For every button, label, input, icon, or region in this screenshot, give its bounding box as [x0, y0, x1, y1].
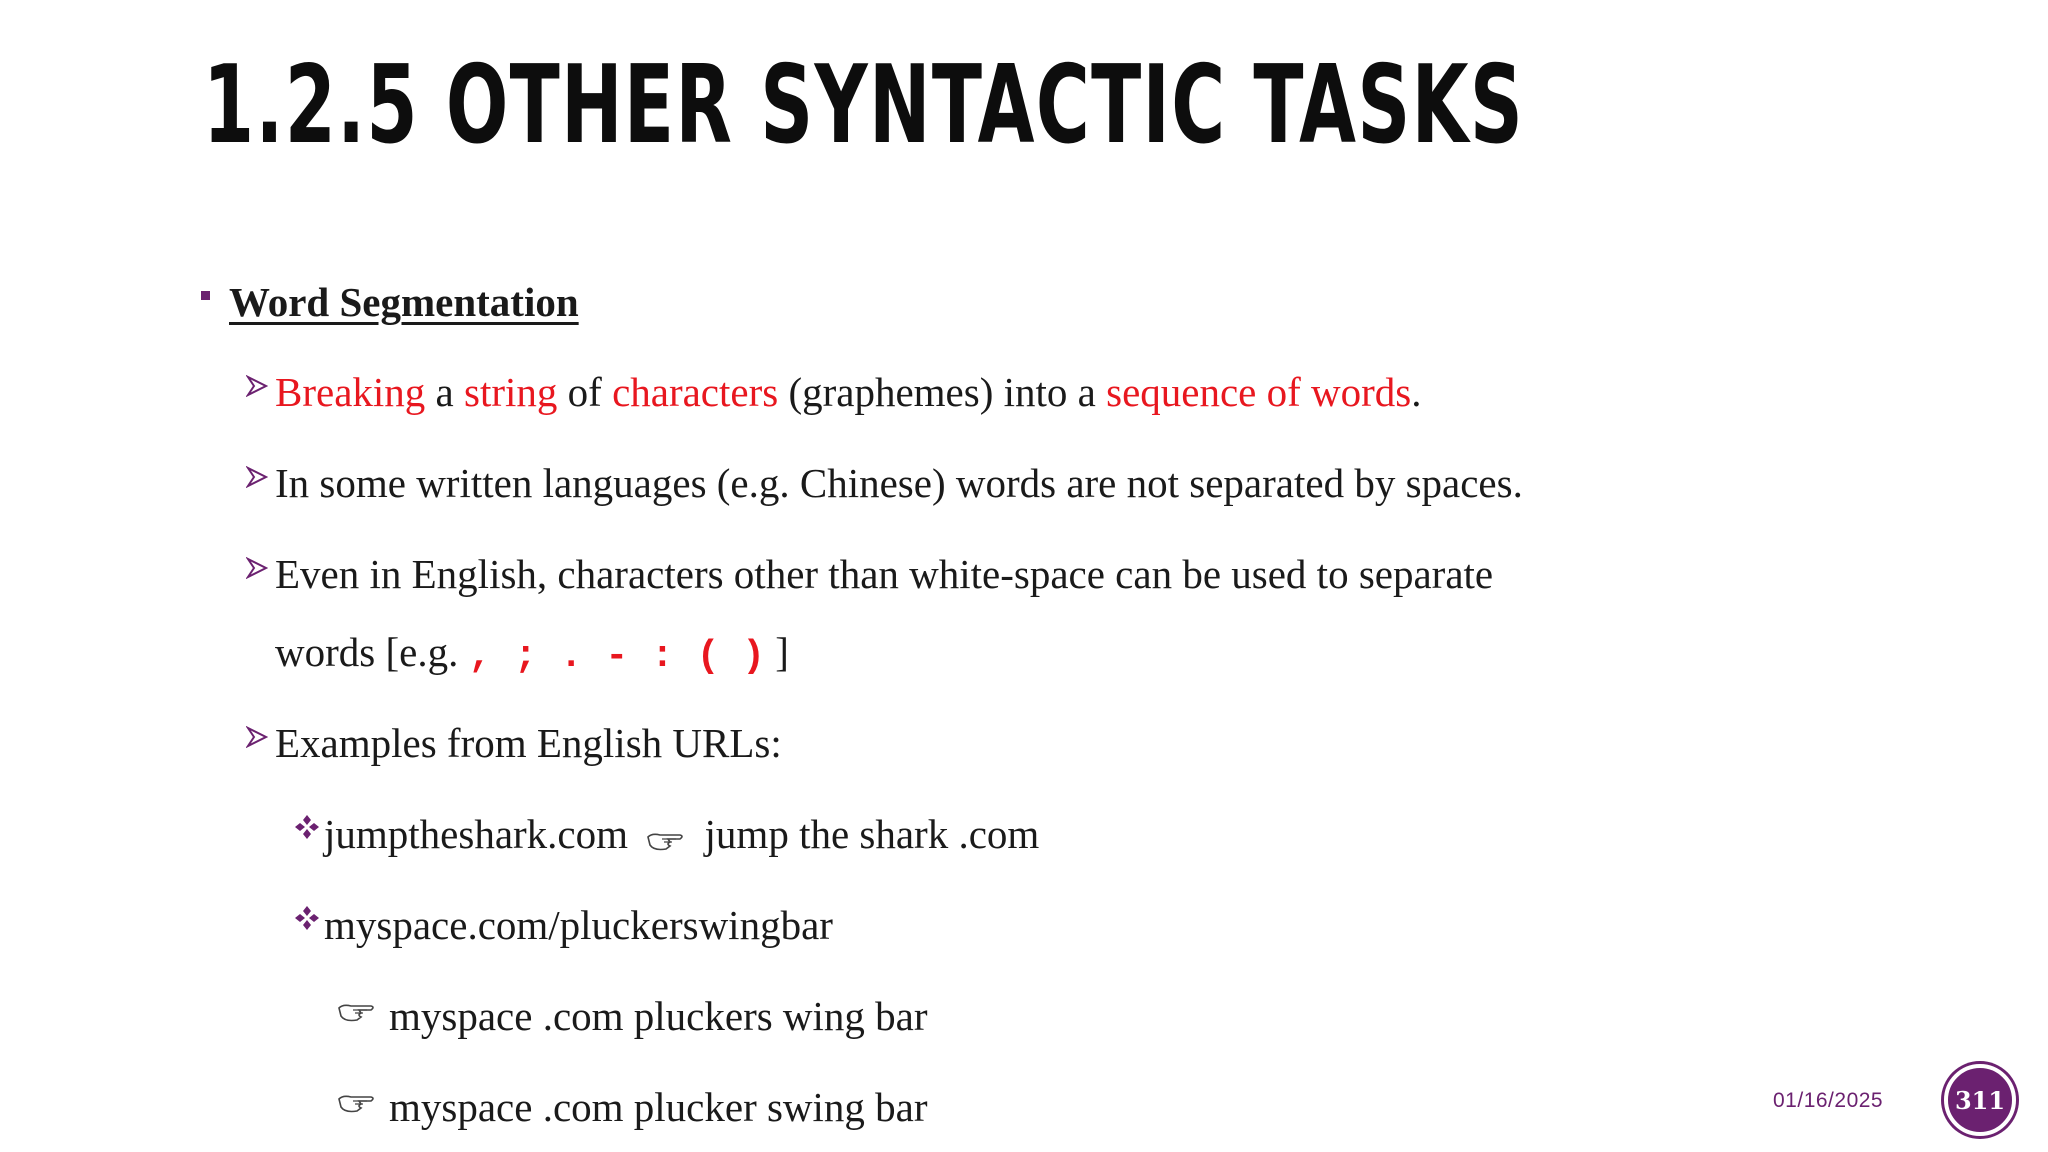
slide-date: 01/16/2025 [1773, 1089, 1884, 1112]
highlight-characters: characters [612, 369, 779, 415]
example-myspace-source: myspace.com/pluckerswingbar [324, 902, 833, 948]
separator-characters: , ; . - : ( ) [468, 635, 766, 678]
pointing-hand-icon [337, 1091, 377, 1120]
text-of: of [557, 369, 613, 415]
highlight-sequence-of-words: sequence of words [1106, 369, 1412, 415]
example-myspace-result-1: myspace .com pluckers wing bar [389, 993, 928, 1039]
diamond-cluster-bullet-icon [294, 905, 320, 931]
square-bullet-icon [201, 291, 210, 300]
bullet-written-languages: In some written languages (e.g. Chinese) words are not separated by spaces. [275, 460, 1523, 506]
example-segmented-result: jump the shark .com [704, 811, 1040, 857]
pointing-hand-icon [646, 815, 686, 863]
arrowhead-bullet-icon [246, 375, 268, 397]
text-a: a [425, 369, 464, 415]
bullet-even-in-english-line2 [275, 628, 789, 681]
highlight-breaking: Breaking [275, 369, 426, 415]
example-source-url: jumptheshark.com [324, 811, 629, 857]
text-period: . [1411, 369, 1422, 415]
page-number-badge [1944, 1064, 2016, 1136]
example-myspace-result-2: myspace .com plucker swing bar [389, 1084, 928, 1130]
bullet-examples: Examples from English URLs: [275, 720, 782, 766]
slide-title: 1.2.5 OTHER SYNTACTIC TASKS [203, 43, 1525, 168]
section-heading: Word Segmentation [229, 279, 579, 325]
text-words-eg: words [e.g. [275, 629, 469, 675]
text-graphemes: (graphemes) into a [778, 369, 1107, 415]
page-number: 311 [1954, 1085, 2006, 1115]
arrowhead-bullet-icon [246, 726, 268, 748]
example-jumptheshark [324, 810, 1039, 863]
arrowhead-bullet-icon [246, 466, 268, 488]
text-close-bracket: ] [765, 629, 789, 675]
bullet-breaking [275, 368, 1421, 416]
arrowhead-bullet-icon [246, 557, 268, 579]
pointing-hand-icon [337, 1000, 377, 1029]
bullet-even-in-english-line1: Even in English, characters other than white-space can be used to separate [275, 551, 1494, 597]
diamond-cluster-bullet-icon [294, 814, 320, 840]
highlight-string: string [464, 369, 558, 415]
